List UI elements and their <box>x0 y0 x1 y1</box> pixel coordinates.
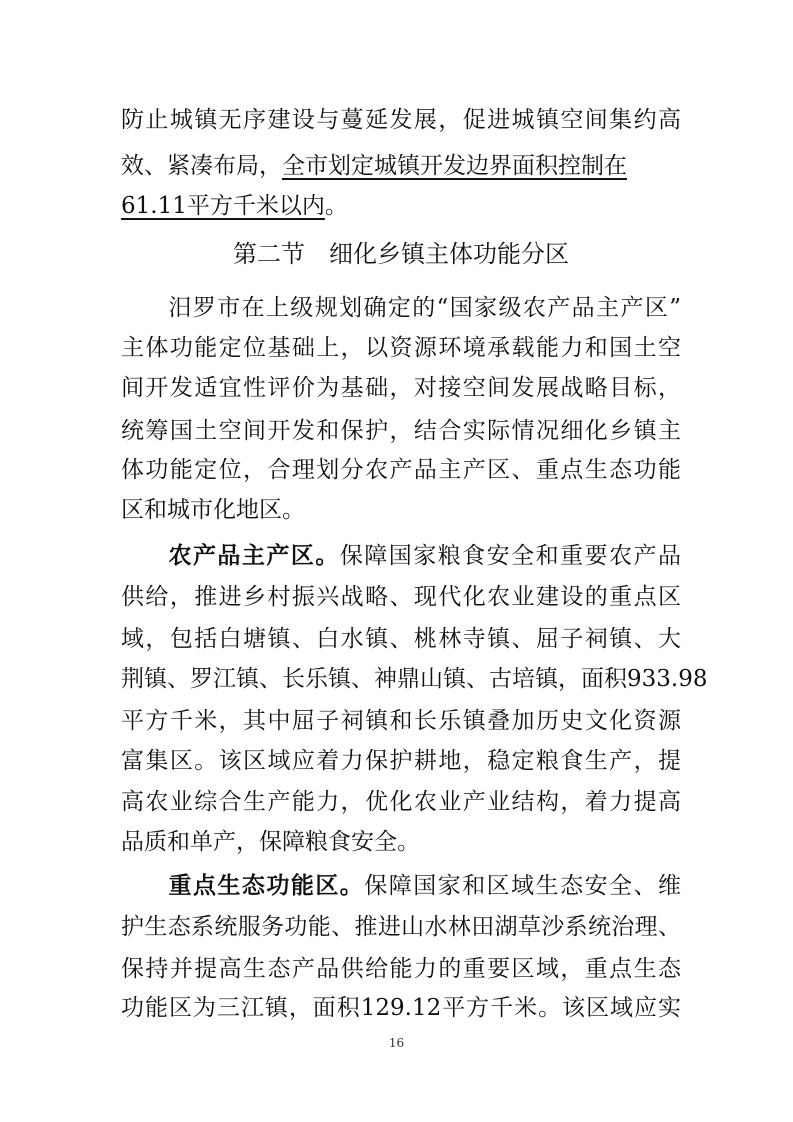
text-span: 效、紧凑布局， <box>121 153 282 179</box>
paragraph-line: 平方千米，其中屈子祠镇和长乐镇叠加历史文化资源 <box>121 708 681 734</box>
paragraph-line: 体功能定位，合理划分农产品主产区、重点生态功能 <box>121 457 681 483</box>
paragraph-line: 富集区。该区域应着力保护耕地，稳定粮食生产，提 <box>121 748 681 774</box>
paragraph-line: 功能区为三江镇，面积129.12平方千米。该区域应实 <box>121 995 681 1021</box>
paragraph-line: 供给，推进乡村振兴战略、现代化农业建设的重点区 <box>121 584 681 610</box>
text-span: 汨罗市在上级规划确定的“国家级农产品主产区” <box>167 295 681 321</box>
bold-lead-in: 重点生态功能区。 <box>167 873 365 899</box>
underlined-text: 全市划定城镇开发边界面积控制在 <box>282 153 627 179</box>
paragraph-line <box>121 290 681 326</box>
paragraph-line: 高农业综合生产能力，优化农业产业结构，着力提高 <box>121 789 681 815</box>
paragraph-line: 防止城镇无序建设与蔓延发展，促进城镇空间集约高 <box>121 107 681 133</box>
paragraph-line <box>121 148 681 184</box>
paragraph-line: 品质和单产，保障粮食安全。 <box>121 829 420 855</box>
text-span: 保障国家和区域生态安全、维 <box>364 873 682 899</box>
paragraph-line: 主体功能定位基础上，以资源环境承载能力和国土空 <box>121 335 681 361</box>
page-number: 16 <box>388 1036 405 1050</box>
paragraph-line: 间开发适宜性评价为基础，对接空间发展战略目标， <box>121 375 681 401</box>
paragraph-line: 荆镇、罗江镇、长乐镇、神鼎山镇、古培镇，面积933.98 <box>121 666 708 692</box>
paragraph-line: 域，包括白塘镇、白水镇、桃林寺镇、屈子祠镇、大 <box>121 626 681 652</box>
paragraph-line <box>121 868 681 904</box>
text-span: 保障国家粮食安全和重要农产品 <box>339 543 682 569</box>
text-span: 。 <box>324 193 348 219</box>
paragraph-line: 区和城市化地区。 <box>121 497 305 523</box>
paragraph-line: 保持并提高生态产品供给能力的重要区域，重点生态 <box>121 956 681 982</box>
paragraph-line: 统筹国土空间开发和保护，结合实际情况细化乡镇主 <box>121 418 681 444</box>
underlined-text: 61.11平方千米以内 <box>121 193 325 219</box>
paragraph-line: 护生态系统服务功能、推进山水林田湖草沙系统治理、 <box>121 914 681 940</box>
paragraph-line <box>121 538 681 574</box>
section-heading: 第二节 细化乡镇主体功能分区 <box>233 240 569 268</box>
bold-lead-in: 农产品主产区。 <box>167 543 340 569</box>
paragraph-line <box>121 188 681 224</box>
